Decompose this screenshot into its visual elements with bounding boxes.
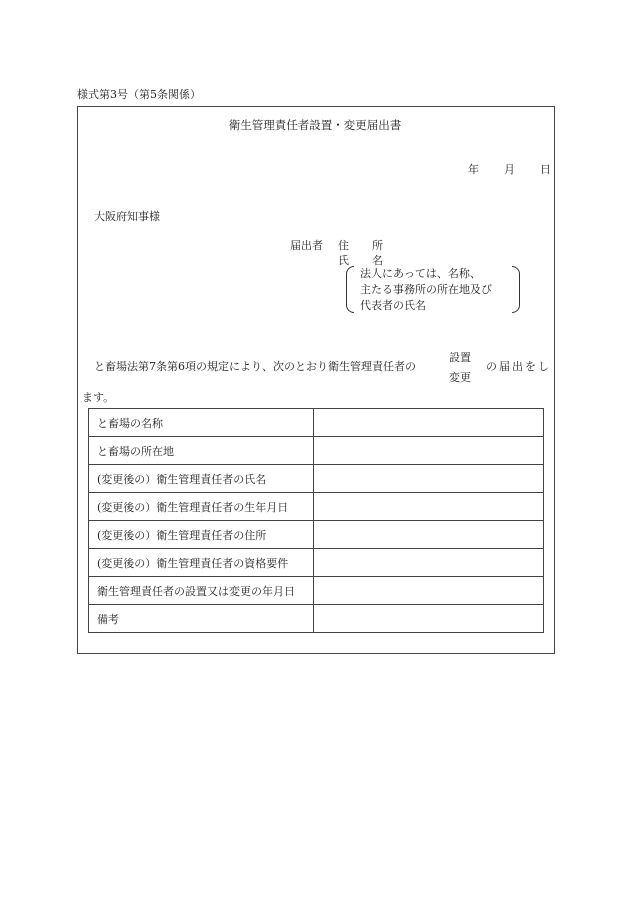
row-label: (変更後の）衛生管理責任者の生年月日	[89, 493, 314, 521]
row-value-field[interactable]	[314, 577, 544, 605]
corporate-note	[360, 266, 512, 314]
name-label-part1: 氏	[338, 254, 349, 267]
corporate-note-bracket-right	[512, 266, 520, 313]
row-label: (変更後の）衛生管理責任者の資格要件	[89, 549, 314, 577]
option-setup: 設置	[449, 351, 471, 364]
table-row	[89, 605, 544, 633]
row-label: (変更後の）衛生管理責任者の氏名	[89, 465, 314, 493]
addressee: 大阪府知事様	[94, 210, 160, 223]
row-label: 衛生管理責任者の設置又は変更の年月日	[89, 577, 314, 605]
table-row	[89, 465, 544, 493]
corporate-note-line: 法人にあっては、名称、	[360, 267, 481, 280]
corporate-note-line: 代表者の氏名	[360, 299, 426, 312]
address-label-part1: 住	[338, 239, 349, 252]
corporate-note-bracket-left	[346, 266, 354, 313]
option-change: 変更	[449, 371, 471, 384]
date-day-label: 日	[540, 163, 551, 176]
table-row	[89, 493, 544, 521]
address-label-part2: 所	[372, 239, 383, 252]
applicant-role-label: 届出者	[290, 239, 323, 252]
date-month-label: 月	[504, 163, 515, 176]
form-number-label: 様式第3号（第5条関係）	[77, 88, 201, 101]
row-value-field[interactable]	[314, 521, 544, 549]
corporate-note-line: 主たる事務所の所在地及び	[360, 283, 492, 296]
row-value-field[interactable]	[314, 549, 544, 577]
table-row	[89, 521, 544, 549]
body-text-main: と畜場法第7条第6項の規定により、次のとおり衛生管理責任者の	[94, 360, 416, 373]
row-value-field[interactable]	[314, 605, 544, 633]
row-label: と畜場の所在地	[89, 437, 314, 465]
items-table	[88, 408, 544, 633]
body-text-end: ます。	[82, 391, 115, 404]
row-value-field[interactable]	[314, 409, 544, 437]
row-label: と畜場の名称	[89, 409, 314, 437]
row-value-field[interactable]	[314, 437, 544, 465]
table-row	[89, 437, 544, 465]
table-row	[89, 577, 544, 605]
table-row	[89, 409, 544, 437]
document-title: 衛生管理責任者設置・変更届出書	[228, 118, 402, 132]
row-value-field[interactable]	[314, 493, 544, 521]
date-year-label: 年	[468, 163, 479, 176]
table-row	[89, 549, 544, 577]
row-label: (変更後の）衛生管理責任者の住所	[89, 521, 314, 549]
name-label-part2: 名	[372, 254, 383, 267]
row-label: 備考	[89, 605, 314, 633]
body-text-after-options: の届出をし	[486, 360, 551, 373]
row-value-field[interactable]	[314, 465, 544, 493]
